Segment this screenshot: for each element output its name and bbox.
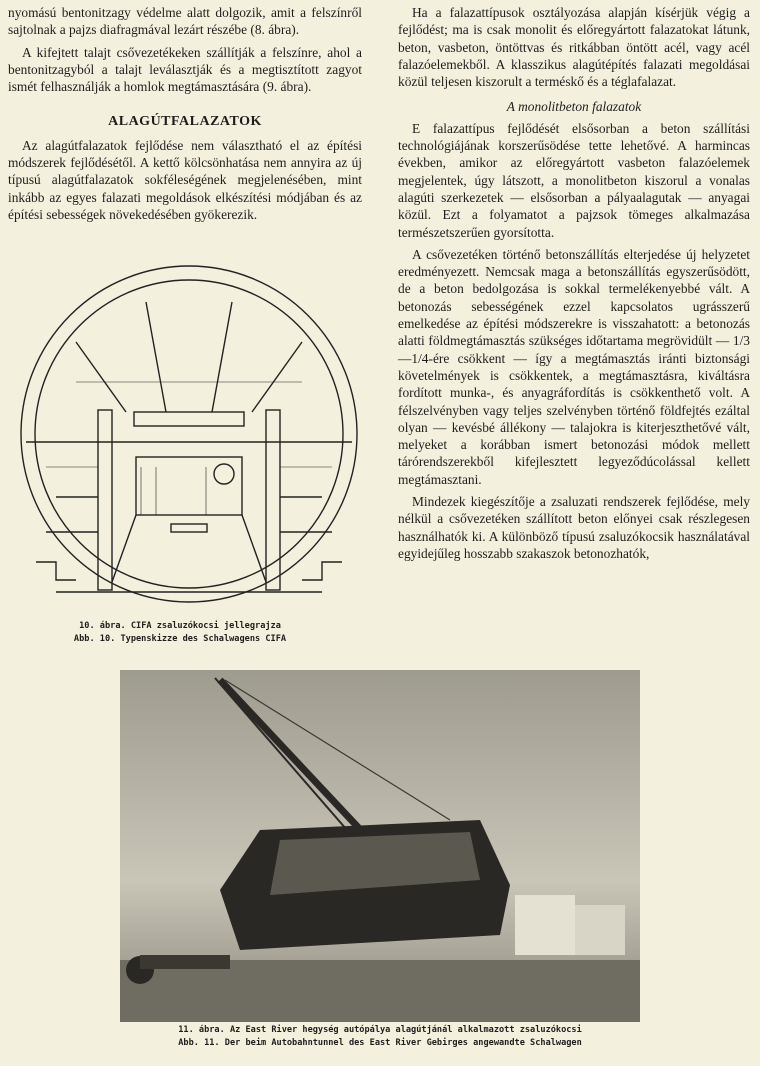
figure-10-cifa-formwork-drawing <box>16 262 362 616</box>
subheading-monolith: A monolitbeton falazatok <box>506 99 642 115</box>
section-heading: ALAGÚTFALAZATOK <box>108 114 262 130</box>
left-paragraph-2: A kifejtett talajt csővezetékeken szállítják a felszínre, ahol a bentonitzagyból a talajt leválasztják és a megtisztított zagyot ismét felhasználják a homlok megtámasztására (9. ábra). <box>8 44 362 95</box>
figure-10-caption <box>20 620 340 646</box>
figure-10-caption-hu: 10. ábra. CIFA zsaluzókocsi jellegrajza <box>79 621 281 631</box>
figure-11-caption-de: Abb. 11. Der beim Autobahntunnel des East River Gebirges angewandte Schalwagen <box>178 1038 582 1048</box>
right-paragraph-3: A csővezetéken történő betonszállítás elterjedése új helyzetet eredményezett. Nemcsak maga a betonszállítás egyszerűsödött, de a beton bedolgozása is sokkal termelékenyebbé vált. A betonozás sebességének ezzel kapcsolatos ugrásszerű emelkedése az építési módszerekre is visszahatott: a betonozás alatti földmegtámasztás szükséges időtartama megrövidült — 1/3—1/4-ére csökkent — így a megtámasztás iránti biztonsági követelmények is csökkentek, a megtámasztásra, kiváltásra fordított munka-, és anyagráfordítás is csökkenthető volt. A félszelvényben vagy teljes szelvényben történő földfejtés ezáltal olyan — kevésbé állékony — talajokra is kiterjeszthetővé vált, melyeket a korábban ismert betonozási módok mellett tárórendszerekből kifejlesztett legyeződúcolással kellett megtámasztani. <box>398 246 750 487</box>
figure-11-caption <box>120 1024 640 1050</box>
right-paragraph-1: Ha a falazattípusok osztályozása alapján kísérjük végig a fejlődést; ma is csak monolit és előregyártott falazatokat látunk, beton, vasbeton, öntöttvas és ritkábban öntött acél, vagy acél falazóelemekből. A klasszikus alagútépítés falazati megoldásai közül teljesen kiszorult a terméskő és a téglafalazat. <box>398 5 750 90</box>
right-paragraph-4: Mindezek kiegészítője a zsaluzati rendszerek fejlődése, mely nélkül a csővezetéken szállított beton előnyei csak részlegesen használhatók ki. A különböző típusú zsaluzókocsik használatával egyidejűleg hosszabb szakaszok betonozhatók, <box>398 494 750 561</box>
figure-11-caption-hu: 11. ábra. Az East River hegység autópálya alagútjánál alkalmazott zsaluzókocsi <box>178 1025 582 1035</box>
left-paragraph-1: nyomású bentonitzagy védelme alatt dolgozik, amit a felszínről sajtolnak a pajzs diafragmával lezárt részébe (8. ábra). <box>8 5 362 38</box>
figure-11-formwork-car-photo <box>120 670 640 1022</box>
figure-10-caption-de: Abb. 10. Typenskizze des Schalwagens CIFA <box>73 634 287 644</box>
left-paragraph-3: Az alagútfalazatok fejlődése nem választható el az építési módszerek fejlődésétől. A kettő kölcsönhatása nem annyira az új típusú alagútfalazatok sokféleségének megjelenésében, mint inkább az egyes falazati megoldások elkészítési módjában és az építési sebességek növekedésében gyökerezik. <box>8 137 362 222</box>
right-column <box>398 4 750 567</box>
right-paragraph-2: E falazattípus fejlődését elsősorban a beton szállítási technológiájának korszerűsödése tette lehetővé. A harmincas években, amikor az előregyártott vasbeton falazóelemek megjelentek, úgy látszott, a monolitbeton kiszorul a vonalas alagúti szerkezetek — elsősorban a pályaalagutak — anyagai közül. Ezt a folyamatot a pajzsok tömeges alkalmazása természetszerűen gyorsította. <box>398 120 750 240</box>
left-column <box>8 4 362 228</box>
